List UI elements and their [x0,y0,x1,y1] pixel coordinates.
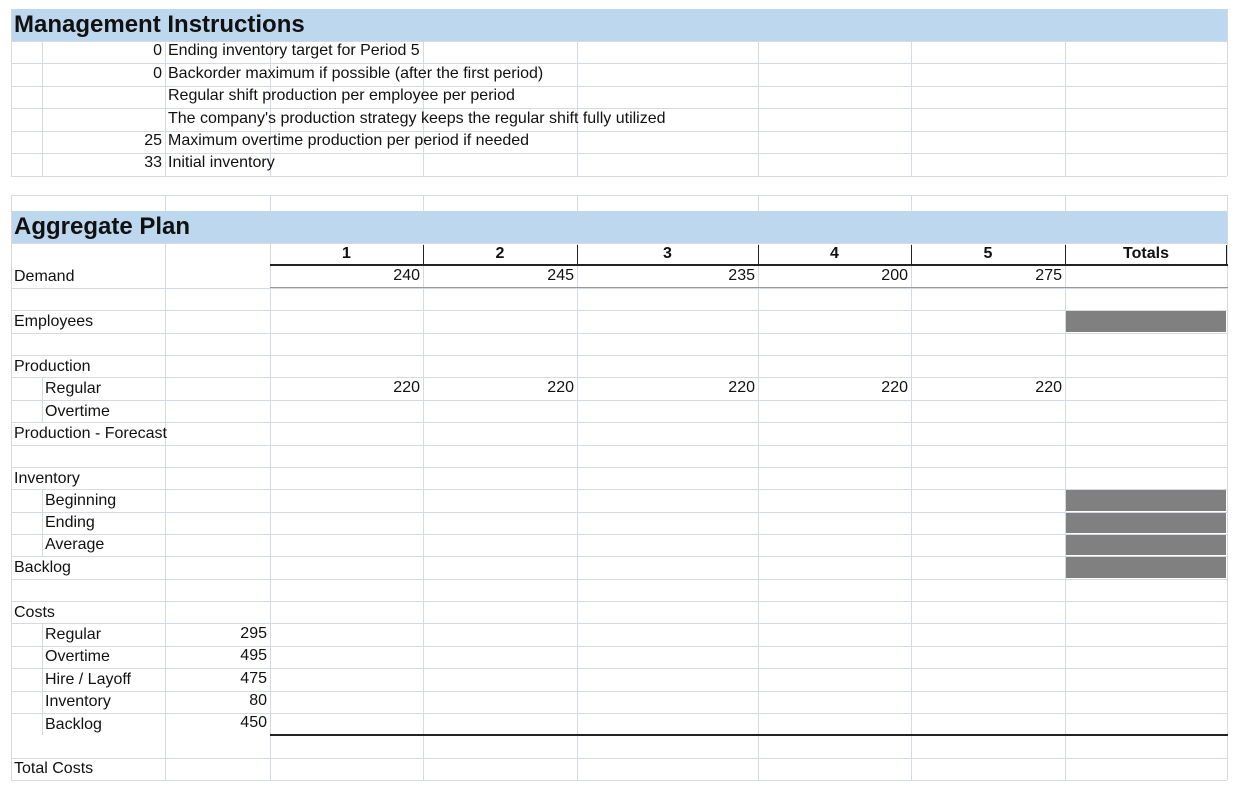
production-label: Production [14,358,91,375]
period-header-1: 1 [342,245,351,262]
management-title: Management Instructions [14,11,305,38]
total-costs-label: Total Costs [14,760,94,777]
period-header-4: 4 [830,245,839,262]
plan-header-band [11,211,1227,243]
cost-backlog-rate[interactable]: 450 [240,714,267,731]
costs-label: Costs [14,604,55,621]
cost-inventory-rate[interactable]: 80 [249,692,267,709]
demand-value-5[interactable]: 275 [1035,267,1062,284]
demand-value-3[interactable]: 235 [728,267,755,284]
regular-production-value-4[interactable]: 220 [881,379,908,396]
instruction-value[interactable]: 25 [144,132,162,149]
totals-header: Totals [1123,245,1169,262]
period-header-2: 2 [495,245,505,262]
inventory-label: Inventory [14,470,80,487]
cost-backlog-label: Backlog [45,716,102,733]
period-header-3: 3 [663,245,672,262]
inventory-average-label: Average [45,536,105,553]
backlog-total-shaded-cell [1066,557,1226,578]
cost-overtime-label: Overtime [45,648,110,665]
production-overtime-label: Overtime [45,403,110,420]
instruction-label: Initial inventory [168,154,275,171]
cost-regular-rate[interactable]: 295 [240,625,267,642]
backlog-label: Backlog [14,559,71,576]
instruction-value[interactable]: 33 [144,154,162,171]
inventory-ending-total-shaded-cell [1066,513,1226,533]
cost-hire-layoff-label: Hire / Layoff [45,671,131,688]
instruction-label: The company's production strategy keeps the regular shift fully utilized [168,110,666,127]
instruction-value[interactable]: 0 [153,42,162,59]
regular-production-value-2[interactable]: 220 [547,379,574,396]
cost-regular-label: Regular [45,626,102,643]
plan-title: Aggregate Plan [14,213,191,240]
demand-value-1[interactable]: 240 [393,267,420,284]
inventory-ending-label: Ending [45,514,95,531]
demand-value-4[interactable]: 200 [881,267,908,284]
production-forecast-label: Production - Forecast [14,425,167,442]
regular-production-value-3[interactable]: 220 [728,379,755,396]
cost-inventory-label: Inventory [45,693,111,710]
regular-production-value-5[interactable]: 220 [1035,379,1062,396]
instruction-label: Ending inventory target for Period 5 [168,42,420,59]
cost-hire-layoff-rate[interactable]: 475 [240,670,267,687]
cost-overtime-rate[interactable]: 495 [240,647,267,664]
inventory-beginning-label: Beginning [45,492,117,509]
inventory-beginning-total-shaded-cell [1066,490,1226,511]
demand-label: Demand [14,268,75,285]
demand-value-2[interactable]: 245 [547,267,574,284]
instruction-value[interactable]: 0 [153,65,162,82]
period-header-5: 5 [983,245,993,262]
instruction-label: Regular shift production per employee per period [168,87,515,104]
instruction-label: Backorder maximum if possible (after the first period) [168,65,544,82]
production-regular-label: Regular [45,380,102,397]
instruction-label: Maximum overtime production per period if needed [168,132,530,149]
inventory-average-total-shaded-cell [1066,535,1226,555]
employees-total-shaded-cell [1066,311,1226,332]
regular-production-value-1[interactable]: 220 [393,379,420,396]
employees-label: Employees [14,313,94,330]
